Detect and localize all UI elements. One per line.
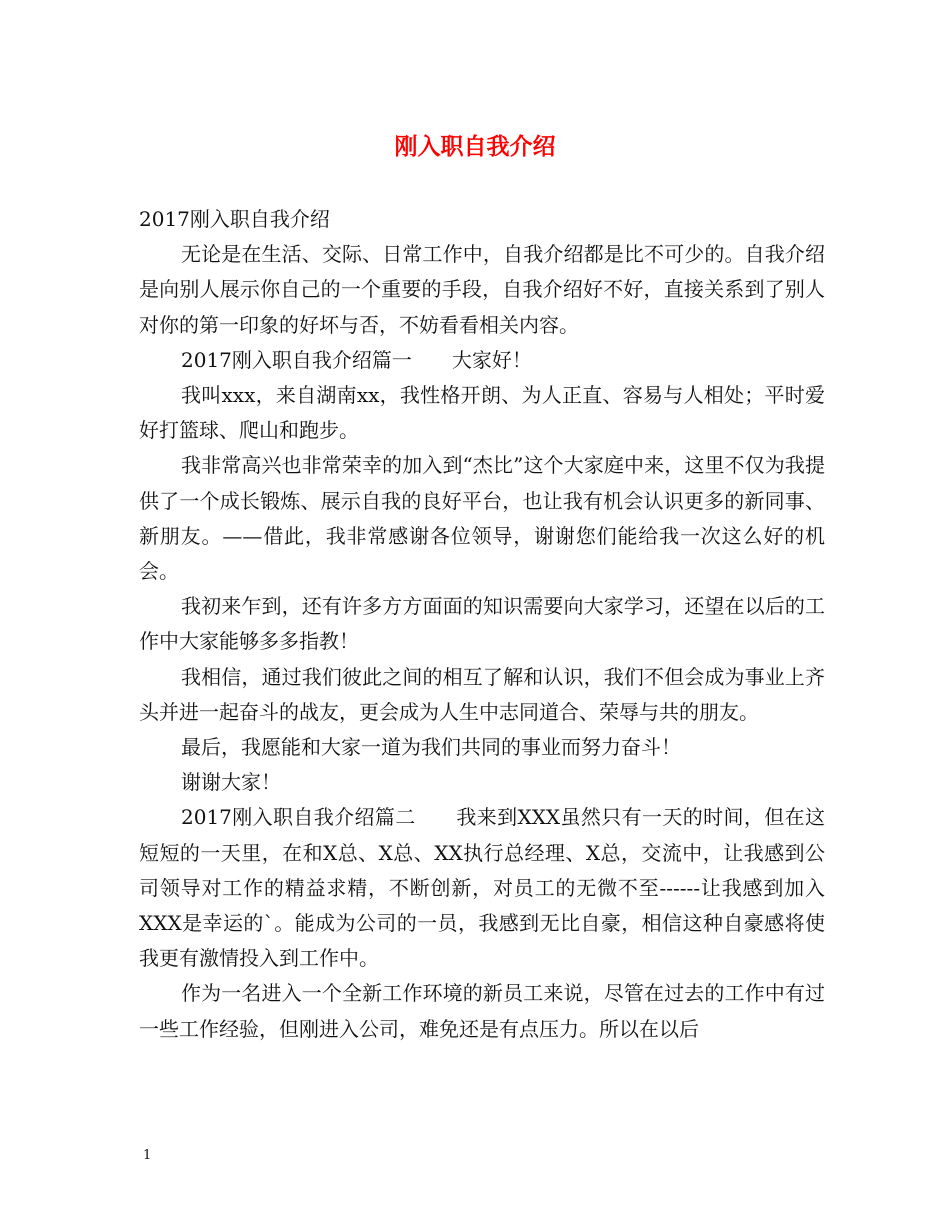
paragraph: 我叫xxx，来自湖南xx，我性格开朗、为人正直、容易与人相处；平时爱好打篮球、爬山和跑步。: [139, 383, 825, 443]
paragraph: 无论是在生活、交际、日常工作中，自我介绍都是比不可少的。自我介绍是向别人展示你自己的一个重要的手段，自我介绍好不好，直接关系到了别人对你的第一印象的好坏与否，不妨看看相关内容。: [139, 242, 825, 337]
paragraph: 我非常高兴也非常荣幸的加入到“杰比”这个大家庭中来，这里不仅为我提供了一个成长锻炼、展示自我的良好平台，也让我有机会认识更多的新同事、新朋友。——借此，我非常感谢各位领导，谢谢您们能给我一次这么好的机会。: [139, 453, 825, 584]
paragraph: 作为一名进入一个全新工作环境的新员工来说，尽管在过去的工作中有过一些工作经验，但刚进入公司，难免还是有点压力。所以在以后: [139, 981, 825, 1041]
paragraph: 2017刚入职自我介绍篇二 我来到XXX虽然只有一天的时间，但在这短短的一天里，在和X总、X总、XX执行总经理、X总，交流中，让我感到公司领导对工作的精益求精，不断创新，对员工的无微不至------让我感到加入XXX是幸运的`。能成为公司的一员，我感到无比自豪，相信这种自豪感将使我更有激情投入到工作中。: [139, 805, 825, 971]
document-title: 刚入职自我介绍: [394, 133, 556, 160]
paragraph: 我相信，通过我们彼此之间的相互了解和认识，我们不但会成为事业上齐头并进一起奋斗的战友，更会成为人生中志同道合、荣辱与共的朋友。: [139, 664, 825, 724]
paragraph: 2017刚入职自我介绍篇一 大家好！: [181, 347, 532, 372]
paragraph: 最后，我愿能和大家一道为我们共同的事业而努力奋斗！: [181, 735, 681, 760]
document-body: [139, 202, 825, 1047]
page-number: 1: [143, 1148, 152, 1163]
paragraph: 谢谢大家！: [181, 770, 281, 795]
paragraph: 我初来乍到，还有许多方方面面的知识需要向大家学习，还望在以后的工作中大家能够多多指教！: [139, 594, 825, 654]
paragraph: 2017刚入职自我介绍: [139, 207, 330, 231]
